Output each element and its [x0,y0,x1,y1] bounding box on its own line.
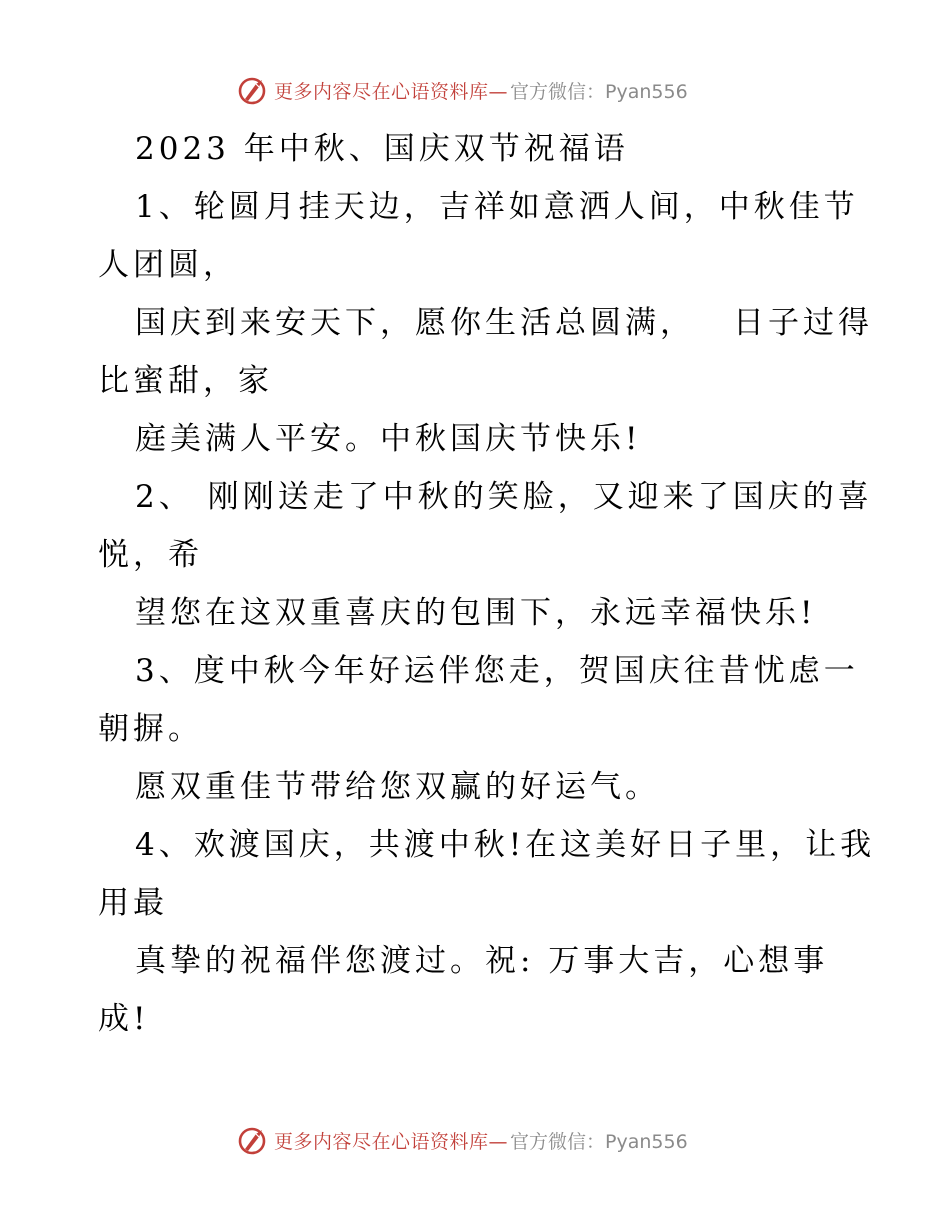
text-line-group [98,294,873,352]
watermark-wechat: 官方微信：Pyan556 [510,1130,688,1153]
text-line: 2、 [135,479,194,515]
watermark-text: 更多内容尽在心语资料库— [274,1130,509,1153]
text-line: 3、度中秋今年好运伴您走，贺国庆往昔忧虑一 [135,653,859,689]
footer-watermark [236,1122,688,1158]
watermark-wechat: 官方微信：Pyan556 [510,80,688,103]
text-line: 庭美满人平安。中秋国庆节快乐! [135,421,642,457]
watermark-text: 更多内容尽在心语资料库— [274,80,509,103]
text-line: 望您在这双重喜庆的包围下，永远幸福快乐! [135,595,817,631]
pen-logo-icon [236,1124,268,1156]
text-line: 国庆到来安天下，愿你生活总圆满， [135,305,695,341]
text-line: 愿双重佳节带给您双赢的好运气。 [135,769,660,805]
pen-logo-icon [236,74,268,106]
text-line: 1、轮圆月挂天边，吉祥如意洒人间，中秋佳节 [135,189,859,225]
header-watermark [236,72,688,108]
text-line: 日子过得 [733,305,873,341]
text-line: 比蜜甜，家 [98,363,273,399]
text-line: 人团圆， [98,247,238,283]
text-line-group [98,468,873,526]
text-line: 刚刚送走了中秋的笑脸，又迎来了国庆的喜 [207,479,873,515]
text-line: 悦，希 [98,537,203,573]
text-line: 4、欢渡国庆，共渡中秋!在这美好日子里，让我 [135,827,876,863]
text-line: 成! [98,1001,150,1037]
text-line: 真挚的祝福伴您渡过。祝: 万事大吉，心想事 [135,943,829,979]
text-line: 用最 [98,885,168,921]
document-title: 2023 年中秋、国庆双节祝福语 [135,131,629,167]
document-body [98,120,876,1048]
text-line: 朝摒。 [98,711,203,747]
